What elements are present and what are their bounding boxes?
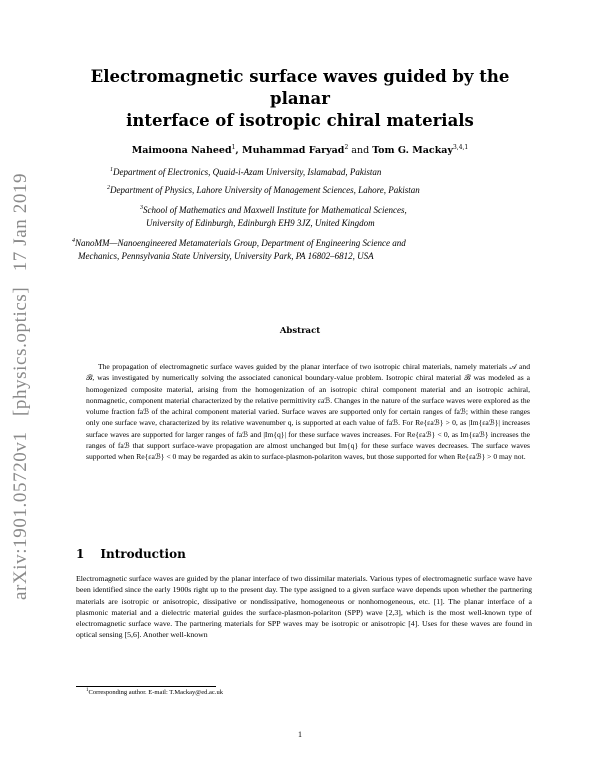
affiliation-1-text: Department of Electronics, Quaid-i-Azam University, Islamabad, Pakistan [113, 167, 382, 177]
footnote [86, 688, 223, 696]
affiliation-1 [110, 164, 381, 179]
author-2-sup: 2 [344, 144, 349, 151]
arxiv-category: [physics.optics] [10, 286, 31, 417]
author-2: Muhammad Faryad [242, 145, 345, 157]
abstract-paragraph: The propagation of electromagnetic surface waves guided by the planar interface of two isotropic chiral materials, namely materials 𝒜 and ℬ, was investigated by numerically solving the associated canonical boundary-value problem. Isotropic chiral material ℬ was modeled as a homogenized composite material, arising from the homogenization of an isotropic chiral component material and an isotropic achiral, nonmagnetic, component material characterized by the relative permittivity εaℬ. Changes in the nature of the surface waves were explored as the volume fraction faℬ of the achiral component material varied. Surface waves are supported only for certain ranges of faℬ; within these ranges only one surface wave, characterized by its relative wavenumber q, is supported at each value of faℬ. For Re{εaℬ} > 0, as |Im{εaℬ}| increases surface waves are supported for larger ranges of faℬ and |Im{q}| for these surface waves increases. For Re{εaℬ} < 0, as Im{εaℬ} increases the ranges of faℬ that support surface-wave propagation are almost unchanged but Im{q} for these surface waves decreases. The surface waves supported when Re{εaℬ} < 0 may be regarded as akin to surface-plasmon-polariton waves, but those supported for when Re{εaℬ} > 0 may not. [86, 362, 530, 462]
arxiv-date: 17 Jan 2019 [10, 172, 31, 272]
section-title: Introduction [100, 547, 186, 561]
affiliation-2-text: Department of Physics, Lahore University of Management Sciences, Lahore, Pakistan [110, 185, 420, 195]
introduction-body [76, 573, 532, 641]
author-1-sup: 1 [231, 144, 236, 151]
affiliation-3-line-1: School of Mathematics and Maxwell Institute for Mathematical Sciences, [143, 205, 407, 215]
arxiv-id: arXiv:1901.05720v1 [10, 431, 31, 600]
footnote-sup: 1 [86, 688, 89, 693]
affiliation-4-line-2: Mechanics, Pennsylvania State University, University Park, PA 16802–6812, USA [78, 251, 374, 261]
section-number: 1 [76, 547, 85, 561]
affiliation-2-sup: 2 [107, 185, 110, 191]
author-1: Maimoona Naheed [131, 145, 232, 157]
affiliation-3-line-2: University of Edinburgh, Edinburgh EH9 3JZ, United Kingdom [146, 218, 375, 228]
author-3-sup: 3,4,1 [452, 144, 469, 151]
footnote-rule [76, 686, 216, 687]
introduction-paragraph: Electromagnetic surface waves are guided by the planar interface of two dissimilar materials. Various types of electromagnetic surface wave have been identified since the early 1900s right up to the present day. The type assigned to a given surface wave depends upon whether the partnering materials are isotropic or anisotropic, dissipative or nondissipative, homogeneous or nonhomogeneous, etc. [1]. The planar interface of a plasmonic material and a dielectric material guides the surface-plasmon-polariton (SPP) wave [2,3], which is the most well-known type of electromagnetic surface wave. The partnering materials for SPP waves may be isotropic or anisotropic [4]. Uses for these waves are found in optical sensing [5,6]. Another well-known [76, 574, 532, 640]
affiliation-1-sup: 1 [110, 167, 113, 173]
title-line-2: interface of isotropic chiral materials [126, 111, 474, 130]
affiliation-4-sup: 4 [72, 238, 75, 244]
author-and: and [348, 145, 373, 157]
affiliation-3-sup: 3 [140, 205, 143, 211]
footnote-text: Corresponding author. E-mail: T.Mackay@ed.ac.uk [88, 689, 223, 697]
author-list [80, 144, 520, 156]
author-3: Tom G. Mackay [372, 145, 453, 157]
affiliation-4 [72, 235, 542, 263]
author-separator: , [235, 145, 243, 157]
affiliation-3 [140, 202, 407, 230]
abstract-body [86, 361, 530, 463]
paper-title [60, 66, 540, 132]
affiliation-4-line-1: NanoMM—Nanoengineered Metamaterials Group, Department of Engineering Science and [75, 238, 406, 248]
abstract-heading: Abstract [279, 326, 321, 336]
title-line-1: Electromagnetic surface waves guided by the planar [90, 67, 510, 108]
section-heading [76, 547, 186, 561]
arxiv-stamp [10, 172, 36, 600]
page-number: 1 [298, 730, 302, 739]
affiliation-2 [107, 182, 420, 197]
